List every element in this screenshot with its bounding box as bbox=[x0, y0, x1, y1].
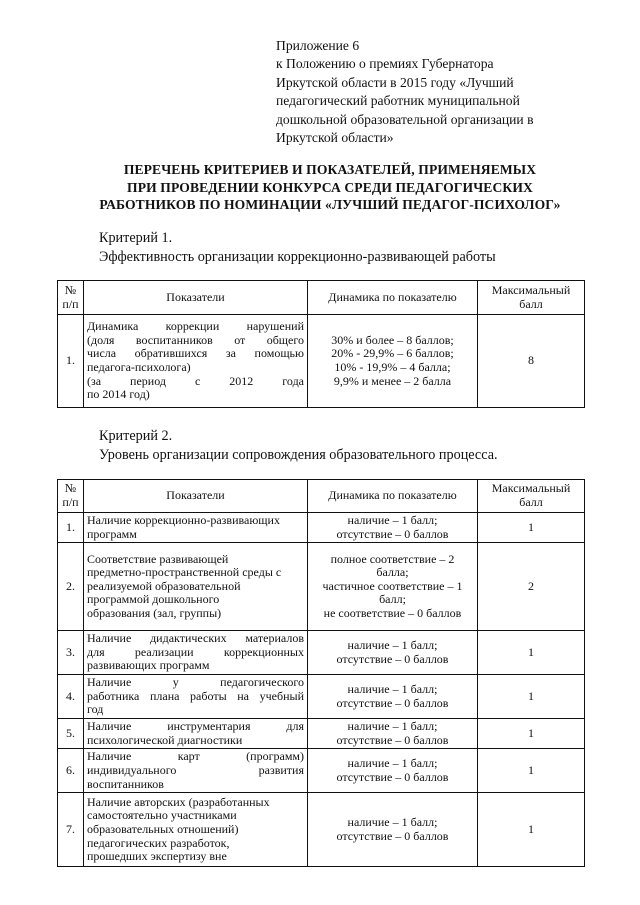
dynamics-line: 10% - 19,9% – 4 балла; bbox=[334, 360, 451, 374]
header-num bbox=[58, 281, 84, 315]
row-num: 7. bbox=[58, 793, 84, 867]
criterion-1-name: Эффективность организации коррекционно-развивающей работы bbox=[99, 249, 496, 265]
dynamics-line: частичное соответствие – 1 bbox=[322, 578, 463, 593]
indicator-line: для реализации коррекционных bbox=[87, 644, 304, 659]
dynamics-line: отсутствие – 0 баллов bbox=[336, 526, 449, 541]
indicator-line: Наличие коррекционно-развивающих bbox=[87, 513, 280, 527]
row-max: 2 bbox=[478, 543, 585, 631]
row-dynamics bbox=[308, 543, 478, 631]
document-title bbox=[60, 161, 600, 214]
row-indicator bbox=[84, 543, 308, 631]
indicator-line: образовательных отношений) bbox=[87, 822, 239, 837]
appendix-line: Иркутской области в 2015 году «Лучший bbox=[276, 74, 514, 90]
row-dynamics bbox=[308, 749, 478, 793]
dynamics-line: 9,9% и менее – 2 балла bbox=[333, 373, 452, 388]
header-num-line1: № bbox=[64, 282, 77, 297]
appendix-line: дошкольной образовательной организации в bbox=[276, 111, 534, 127]
header-indicators: Показатели bbox=[84, 281, 308, 315]
row-dynamics bbox=[308, 719, 478, 749]
table-row bbox=[58, 543, 585, 631]
title-line: РАБОТНИКОВ ПО НОМИНАЦИИ «ЛУЧШИЙ ПЕДАГОГ-ПСИХОЛОГ» bbox=[99, 197, 561, 212]
row-indicator bbox=[84, 513, 308, 543]
indicator-line: (доля воспитанников от общего bbox=[87, 332, 304, 347]
indicator-line: Наличие авторских (разработанных bbox=[87, 794, 270, 809]
criterion-1-label: Критерий 1. bbox=[99, 230, 173, 246]
dynamics-line: отсутствие – 0 баллов bbox=[336, 651, 449, 666]
criterion-1-heading bbox=[99, 229, 496, 267]
indicator-line: числа обратившихся за помощью bbox=[87, 346, 304, 361]
indicator-line: прошедших экспертизу вне bbox=[87, 849, 227, 864]
row-max: 1 bbox=[478, 631, 585, 675]
indicator-line: программ bbox=[87, 526, 137, 541]
appendix-line: Приложение 6 bbox=[276, 38, 360, 53]
header-max-line1: Максимальный bbox=[491, 481, 571, 496]
criterion-2-heading bbox=[99, 427, 498, 465]
table-row bbox=[58, 631, 585, 675]
indicator-line: педагогических разработок, bbox=[87, 835, 230, 850]
row-dynamics bbox=[308, 315, 478, 408]
table-row bbox=[58, 513, 585, 543]
appendix-line: к Положению о премиях Губернатора bbox=[276, 56, 494, 72]
dynamics-line: отсутствие – 0 баллов bbox=[336, 828, 449, 843]
appendix-line: Иркутской области» bbox=[276, 130, 394, 146]
indicator-line: индивидуального развития bbox=[87, 763, 304, 778]
indicator-line: реализуемой образовательной bbox=[87, 578, 241, 593]
indicator-line: Наличие карт (программ) bbox=[87, 749, 304, 764]
header-dynamics: Динамика по показателю bbox=[308, 480, 478, 513]
table-row bbox=[58, 675, 585, 719]
dynamics-line: не соответствие – 0 баллов bbox=[323, 606, 462, 621]
row-num: 2. bbox=[58, 543, 84, 631]
indicator-line: Соответствие развивающей bbox=[87, 551, 229, 566]
appendix-line: педагогический работник муниципальной bbox=[276, 93, 520, 109]
row-num: 1. bbox=[58, 315, 84, 408]
row-max: 1 bbox=[478, 675, 585, 719]
title-line: ПРИ ПРОВЕДЕНИИ КОНКУРСА СРЕДИ ПЕДАГОГИЧЕСКИХ bbox=[127, 179, 533, 195]
indicator-line: программой дошкольного bbox=[87, 592, 220, 607]
header-indicators: Показатели bbox=[84, 480, 308, 513]
row-dynamics bbox=[308, 793, 478, 867]
row-num: 5. bbox=[58, 719, 84, 749]
table-row bbox=[58, 749, 585, 793]
dynamics-line: полное соответствие – 2 bbox=[330, 551, 455, 566]
dynamics-line: 30% и более – 8 баллов; bbox=[331, 332, 454, 347]
header-max bbox=[478, 281, 585, 315]
criterion-2-name: Уровень организации сопровождения образовательного процесса. bbox=[99, 447, 498, 463]
indicator-line: работника плана работы на учебный bbox=[87, 688, 304, 703]
indicator-line: по 2014 год) bbox=[87, 387, 150, 402]
indicator-line: воспитанников bbox=[87, 776, 164, 791]
dynamics-line: балл; bbox=[379, 592, 406, 607]
row-indicator bbox=[84, 315, 308, 408]
header-max bbox=[478, 480, 585, 513]
indicator-line: (за период с 2012 года bbox=[87, 373, 304, 388]
dynamics-line: наличие – 1 балл; bbox=[347, 815, 438, 830]
row-dynamics bbox=[308, 513, 478, 543]
header-max-line2: балл bbox=[519, 296, 543, 311]
dynamics-line: отсутствие – 0 баллов bbox=[336, 769, 449, 784]
indicator-line: педагога-психолога) bbox=[87, 360, 191, 374]
row-indicator bbox=[84, 749, 308, 793]
row-num: 4. bbox=[58, 675, 84, 719]
row-indicator bbox=[84, 793, 308, 867]
header-max-line1: Максимальный bbox=[491, 282, 571, 297]
criterion-2-label: Критерий 2. bbox=[99, 428, 173, 444]
row-max: 1 bbox=[478, 719, 585, 749]
table-header-row bbox=[58, 480, 585, 513]
header-num bbox=[58, 480, 84, 513]
header-dynamics: Динамика по показателю bbox=[308, 281, 478, 315]
indicator-line: Наличие инструментария для bbox=[87, 719, 304, 734]
indicator-line: психологической диагностики bbox=[87, 732, 243, 747]
indicator-line: образования (зал, группы) bbox=[87, 606, 222, 621]
indicator-line: год bbox=[87, 702, 104, 717]
row-max: 1 bbox=[478, 749, 585, 793]
criterion-1-table bbox=[57, 280, 585, 408]
row-indicator bbox=[84, 631, 308, 675]
dynamics-line: наличие – 1 балл; bbox=[347, 638, 438, 653]
indicator-line: Наличие у педагогического bbox=[87, 675, 304, 690]
row-num: 6. bbox=[58, 749, 84, 793]
indicator-line: Наличие дидактических материалов bbox=[87, 631, 304, 646]
dynamics-line: наличие – 1 балл; bbox=[347, 756, 438, 771]
table-row bbox=[58, 315, 585, 408]
header-num-line2: п/п bbox=[62, 495, 79, 509]
indicator-line: предметно-пространственной среды с bbox=[87, 565, 282, 580]
table-row bbox=[58, 719, 585, 749]
dynamics-line: наличие – 1 балл; bbox=[347, 719, 438, 734]
dynamics-line: наличие – 1 балл; bbox=[347, 513, 438, 527]
dynamics-line: 20% - 29,9% – 6 баллов; bbox=[331, 346, 454, 361]
row-max: 8 bbox=[478, 315, 585, 408]
row-num: 1. bbox=[58, 513, 84, 543]
row-max: 1 bbox=[478, 513, 585, 543]
table-header-row bbox=[58, 281, 585, 315]
criterion-2-table bbox=[57, 479, 585, 867]
table-row bbox=[58, 793, 585, 867]
header-max-line2: балл bbox=[519, 495, 543, 509]
indicator-line: Динамика коррекции нарушений bbox=[87, 319, 304, 334]
row-dynamics bbox=[308, 675, 478, 719]
indicator-line: самостоятельно участниками bbox=[87, 808, 237, 823]
appendix-note bbox=[276, 37, 596, 147]
dynamics-line: отсутствие – 0 баллов bbox=[336, 695, 449, 710]
row-dynamics bbox=[308, 631, 478, 675]
header-num-line1: № bbox=[64, 481, 77, 496]
dynamics-line: наличие – 1 балл; bbox=[347, 682, 438, 697]
indicator-line: развивающих программ bbox=[87, 658, 210, 673]
dynamics-line: балла; bbox=[376, 565, 409, 580]
title-line: ПЕРЕЧЕНЬ КРИТЕРИЕВ И ПОКАЗАТЕЛЕЙ, ПРИМЕНЯЕМЫХ bbox=[123, 162, 537, 177]
row-indicator bbox=[84, 675, 308, 719]
row-max: 1 bbox=[478, 793, 585, 867]
dynamics-line: отсутствие – 0 баллов bbox=[336, 732, 449, 747]
row-num: 3. bbox=[58, 631, 84, 675]
row-indicator bbox=[84, 719, 308, 749]
header-num-line2: п/п bbox=[62, 296, 79, 311]
